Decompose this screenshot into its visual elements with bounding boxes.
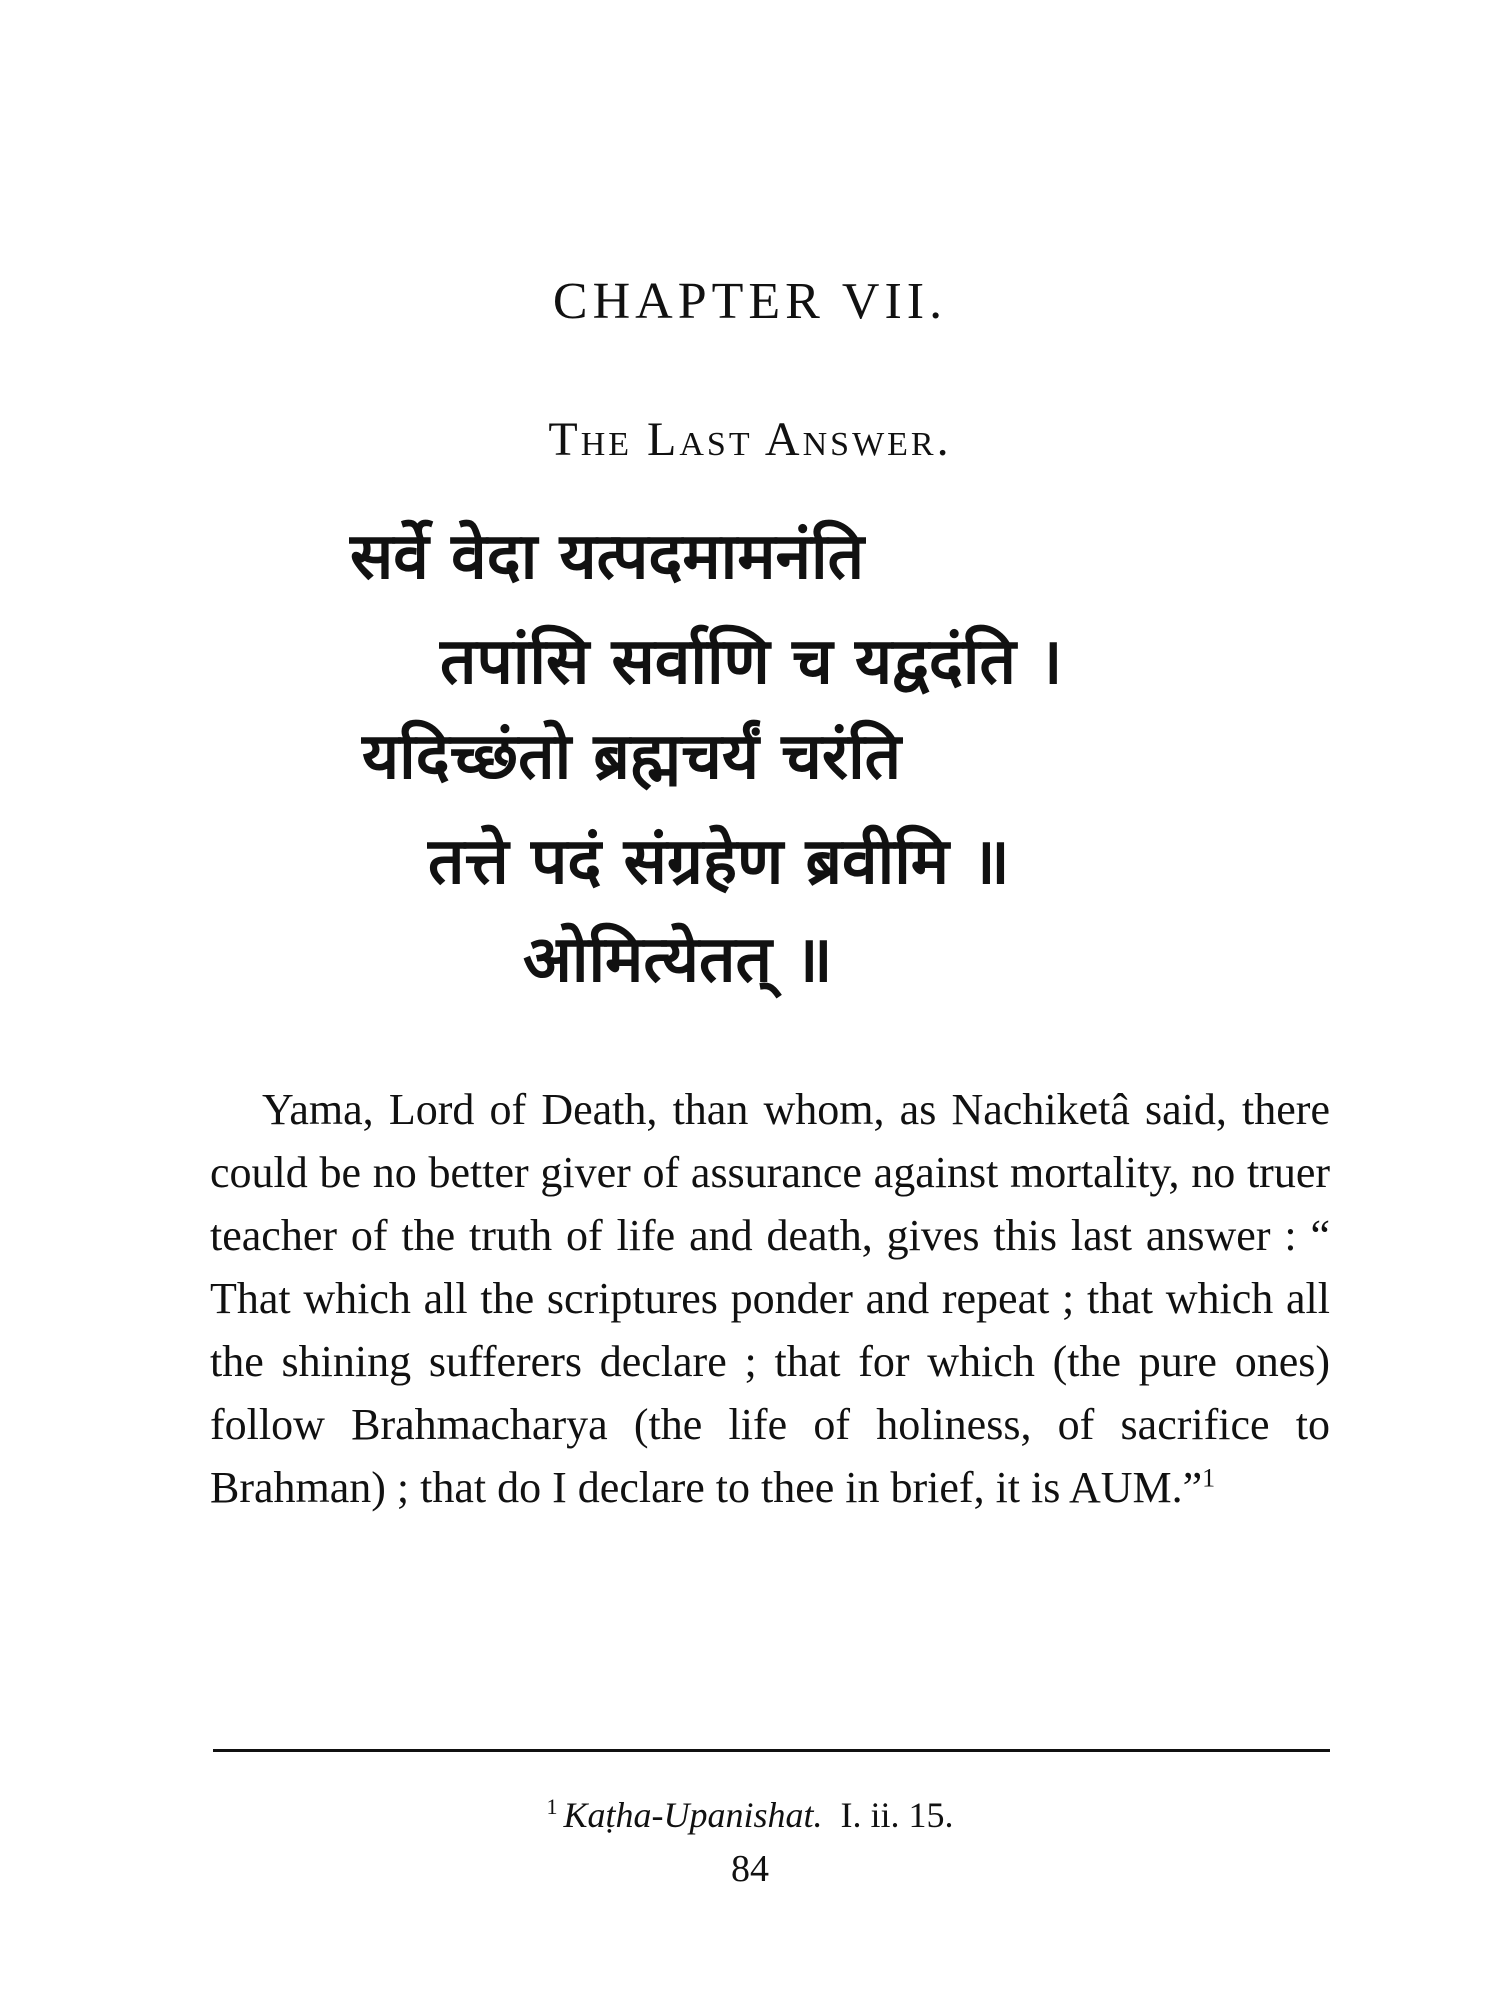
- body-paragraph-text: Yama, Lord of Death, than whom, as Nachiketâ said, there could be no better giver of assurance against mortality, no truer teacher of the truth of life and death, gives this last answer : “ That which all the scriptures ponder and repeat ; that which all the shining sufferers declare ; that for which (the pure ones) follow Brahmacharya (the life of holiness, of sacrifice to Brahman) ; that do I declare to thee in brief, it is AUM.”: [210, 1085, 1330, 1512]
- chapter-subtitle: The Last Answer.: [548, 413, 952, 466]
- verse-line: तत्ते पदं संग्रहेण ब्रवीमि ॥: [428, 825, 1010, 899]
- footnote-citation: I. ii. 15.: [840, 1795, 954, 1835]
- verse-line: ओमित्येतत् ॥: [523, 923, 833, 997]
- footnote-mark: 1: [546, 1794, 558, 1819]
- footnote: [0, 1794, 1500, 1835]
- body-paragraph: [210, 1078, 1330, 1519]
- verse-line: सर्वे वेदा यत्पदमामनंति: [350, 520, 865, 594]
- verse-line: यदिच्छंतो ब्रह्मचर्यं चरंति: [362, 720, 902, 794]
- footnote-reference[interactable]: 1: [1202, 1463, 1216, 1493]
- footnote-divider: [213, 1749, 1330, 1752]
- verse-line: तपांसि सर्वाणि च यद्वदंति ।: [440, 625, 1063, 699]
- page-number: 84: [731, 1848, 769, 1890]
- chapter-title: CHAPTER VII.: [552, 273, 948, 330]
- footnote-source: Kaṭha-Upanishat.: [563, 1795, 823, 1835]
